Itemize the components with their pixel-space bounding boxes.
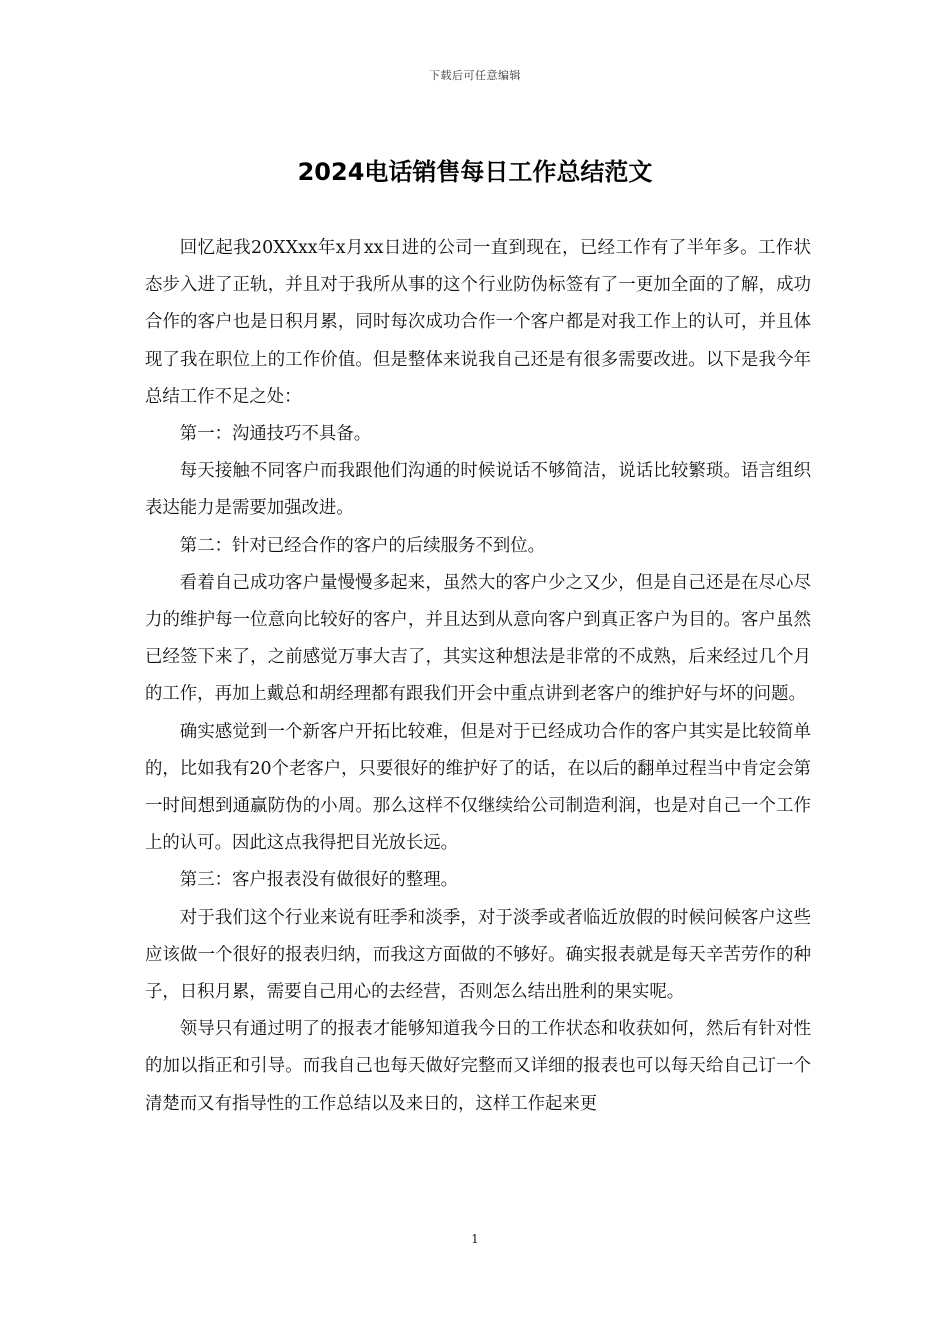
paragraph: 对于我们这个行业来说有旺季和淡季，对于淡季或者临近放假的时候问候客户这些应该做一个很好的报表归纳，而我这方面做的不够好。确实报表就是每天辛苦劳作的种子，日积月累，需要自己用心的去经营，否则怎么结出胜利的果实呢。 [145,907,811,1003]
header-note: 下载后可任意编辑 [429,69,521,82]
page-number: 1 [471,1232,479,1246]
paragraph: 领导只有通过明了的报表才能够知道我今日的工作状态和收获如何，然后有针对性的加以指正和引导。而我自己也每天做好完整而又详细的报表也可以每天给自己订一个清楚而又有指导性的工作总结以及来日的，这样工作起来更 [145,1019,811,1114]
section-heading: 第二：针对已经合作的客户的后续服务不到位。 [179,535,546,556]
document-body [145,230,811,1123]
section-heading: 第一：沟通技巧不具备。 [179,424,372,445]
section-heading: 第三：客户报表没有做很好的整理。 [179,870,459,891]
paragraph: 看着自己成功客户量慢慢多起来，虽然大的客户少之又少，但是自己还是在尽心尽力的维护每一位意向比较好的客户，并且达到从意向客户到真正客户为目的。客户虽然已经签下来了，之前感觉万事大吉了，其实这种想法是非常的不成熟，后来经过几个月的工作，再加上戴总和胡经理都有跟我们开会中重点讲到老客户的维护好与坏的问题。 [145,572,811,705]
paragraph: 确实感觉到一个新客户开拓比较难，但是对于已经成功合作的客户其实是比较简单的，比如我有20个老客户，只要很好的维护好了的话，在以后的翻单过程当中肯定会第一时间想到通赢防伪的小周。那么这样不仅继续给公司制造利润，也是对自己一个工作上的认可。因此这点我得把目光放长远。 [145,721,811,854]
document-title: 2024电话销售每日工作总结范文 [297,158,653,186]
paragraph: 回忆起我20XXxx年x月xx日进的公司一直到现在，已经工作有了半年多。工作状态步入进了正轨，并且对于我所从事的这个行业防伪标签有了一更加全面的了解，成功合作的客户也是日积月累，同时每次成功合作一个客户都是对我工作上的认可，并且体现了我在职位上的工作价值。但是整体来说我自己还是有很多需要改进。以下是我今年总结工作不足之处： [145,238,811,407]
paragraph: 每天接触不同客户而我跟他们沟通的时候说话不够简洁，说话比较繁琐。语言组织表达能力是需要加强改进。 [145,461,811,519]
